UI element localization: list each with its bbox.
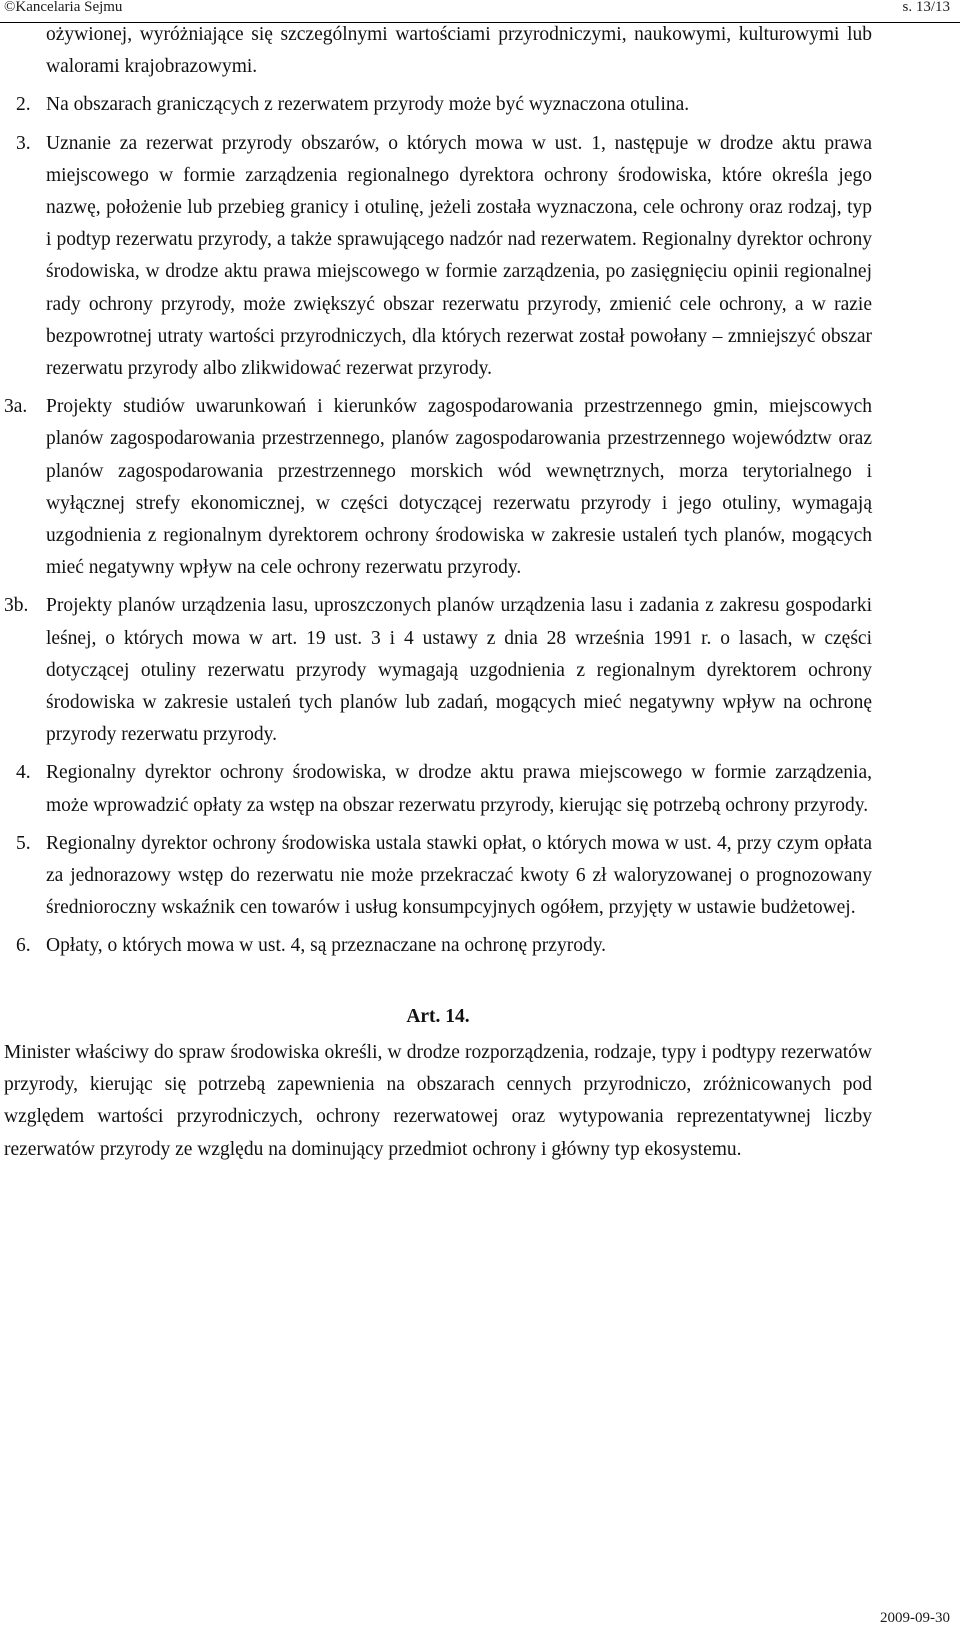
item-number: 3b.: [4, 595, 29, 617]
article-text: Minister właściwy do spraw środowiska określi, w drodze rozporządzenia, rodzaje, typy i podtypy rezerwatów przyrody, kierując się potrzebą zapewnienia na obszarach cennych przyrodniczo, zróżnicowanych pod względem wartości przyrodniczych, ochrony rezerwatowej oraz wytypowania reprezentatywnej liczby rezerwatów przyrody ze względu na dominujący przedmiot ochrony i główny typ ekosystemu.: [4, 1041, 872, 1160]
item-number: 5.: [16, 832, 31, 854]
item-number: 6.: [16, 935, 31, 957]
item-text: Projekty studiów uwarunkowań i kierunków zagospodarowania przestrzennego gmin, miejscowych planów zagospodarowania przestrzennego, planów zagospodarowania przestrzennego województw oraz planów zagospodarowania przestrzennego morskich wód wewnętrznych, morza terytorialnego i wyłącznej strefy ekonomicznej, w części dotyczącej rezerwatu przyrody i jego otuliny, wymagają uzgodnienia z regionalnym dyrektorem ochrony środowiska w zakresie ustaleń tych planów, mogących mieć negatywny wpływ na cele ochrony rezerwatu przyrody.: [46, 396, 872, 579]
publisher-label: ©Kancelaria Sejmu: [4, 0, 123, 15]
item-text: Na obszarach graniczących z rezerwatem przyrody może być wyznaczona otulina.: [46, 94, 690, 116]
item-text: Uznanie za rezerwat przyrody obszarów, o których mowa w ust. 1, następuje w drodze aktu prawa miejscowego w formie zarządzenia regionalnego dyrektora ochrony środowiska, które określa jego nazwę, położenie lub przebieg granicy i otulinę, jeżeli została wyznaczona, cele ochrony oraz rodzaj, typ i podtyp rezerwatu przyrody, a także sprawującego nadzór nad rezerwatem. Regionalny dyrektor ochrony środowiska, w drodze aktu prawa miejscowego w formie zarządzenia, po zasięgnięciu opinii regionalnej rady ochrony przyrody, może zwiększyć obszar rezerwatu przyrody, zmienić cele ochrony, a w razie bezpowrotnej utraty wartości przyrodniczych, dla których rezerwat został powołany – zmniejszyć obszar rezerwatu przyrody albo zlikwidować rezerwat przyrody.: [46, 132, 872, 380]
item-number: 2.: [16, 94, 31, 116]
list-item: [4, 590, 872, 751]
item-text: Projekty planów urządzenia lasu, uproszczonych planów urządzenia lasu i zadania z zakresu gospodarki leśnej, o których mowa w art. 19 ust. 3 i 4 ustawy z dnia 28 września 1991 r. o lasach, w części dotyczącej otuliny rezerwatu przyrody wymagają uzgodnienia z regionalnym dyrektorem ochrony środowiska w zakresie ustaleń tych planów lub zadań, mogących mieć negatywny wpływ na ochronę przyrody rezerwatu przyrody.: [46, 595, 872, 746]
item-text: Opłaty, o których mowa w ust. 4, są przeznaczane na ochronę przyrody.: [46, 935, 607, 957]
page-number: s. 13/13: [902, 0, 950, 15]
list-item: [4, 391, 872, 584]
item-number: 4.: [16, 762, 31, 784]
list-item: [4, 828, 872, 925]
footer-date: 2009-09-30: [880, 1610, 950, 1626]
item-number: 3a.: [4, 396, 28, 418]
item-text: Regionalny dyrektor ochrony środowiska ustala stawki opłat, o których mowa w ust. 4, przy czym opłata za jednorazowy wstęp do rezerwatu nie może przekraczać kwoty 6 zł waloryzowanej o prognozowany średnioroczny wskaźnik cen towarów i usług konsumpcyjnych ogółem, przyjęty w ustawie budżetowej.: [46, 832, 872, 919]
intro-paragraph: ożywionej, wyróżniające się szczególnymi wartościami przyrodniczymi, naukowymi, kulturowymi lub walorami krajobrazowymi.: [46, 24, 872, 78]
item-number: 3.: [16, 132, 31, 154]
list-item: [4, 757, 872, 821]
list-item: [4, 930, 872, 962]
article-title: Art. 14.: [406, 1005, 470, 1027]
document-body: [4, 19, 872, 1166]
item-text: Regionalny dyrektor ochrony środowiska, w drodze aktu prawa miejscowego w formie zarządzenia, może wprowadzić opłaty za wstęp na obszar rezerwatu przyrody, kierując się potrzebą ochrony przyrody.: [46, 762, 872, 816]
list-item: [4, 89, 872, 121]
list-item: [4, 128, 872, 386]
